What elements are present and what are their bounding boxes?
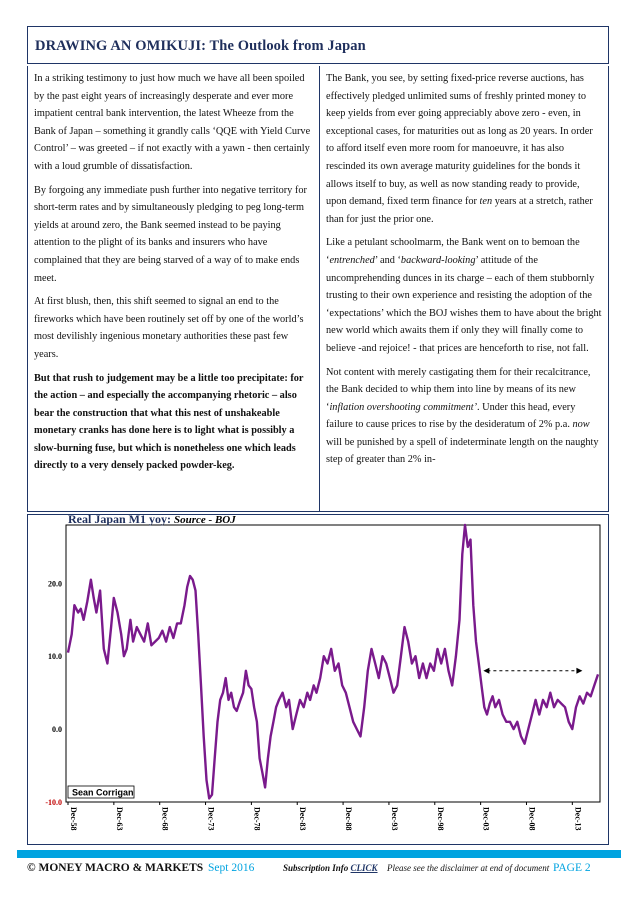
rp3-em2: now: [572, 419, 590, 431]
left-column: [27, 66, 319, 512]
rp1-emphasis: ten: [479, 196, 493, 208]
footer-copyright: © MONEY MACRO & MARKETS: [27, 862, 204, 874]
rp2-a: Like a petulant schoolmarm, the Bank went on to bemoan the ‘: [326, 237, 580, 266]
rp1-text: The Bank, you see, by setting fixed-price reverse auctions, has effectively pledged unlimited sums of freshly printed money to keep yields from ever going appreciably above zero - even, in exceptional cases, for maturities out as long as 20 years. In order to afford itself even more room for manoeuvre, it has also rescinded its own average maturity guidelines for the bonds it allows itself to buy, as well as now standing ready to provide, upon demand, fixed term finance for: [326, 73, 593, 208]
rp3-b: . Under this head, every failure to cause prices to rise by the desideratum of 2% p.a.: [326, 401, 576, 431]
title-box: [27, 26, 609, 64]
subscription-link[interactable]: CLICK: [350, 863, 378, 873]
chart-subtitle: Source - BOJ: [174, 515, 236, 526]
rp2-c: ’ attitude of the uncomprehending dunces in its charge – each of them stubbornly trusting to their own experience and resisting the adoption of the ‘expectations’ which the BOJ wishes them to have about the bright new world which awaits them if only they will finally come to believe -and rejoice! - that prices are henceforth to rise, not fall.: [326, 254, 602, 354]
x-tick-label: Dec-83: [298, 807, 308, 831]
footer-date: Sept 2016: [208, 862, 255, 874]
page-title: DRAWING AN OMIKUJI: The Outlook from Japan: [35, 38, 366, 54]
rp3-c: will be punished by a spell of indeterminate length on the naughty step of greater than 2% in-: [326, 436, 599, 466]
rp3-em1: inflation overshooting commitment’: [329, 401, 478, 413]
x-tick-label: Dec-78: [252, 807, 262, 831]
text-columns: [27, 66, 609, 512]
y-tick-label: 10.0: [48, 652, 62, 662]
y-tick-label: -10.0: [45, 798, 62, 807]
page-number: PAGE 2: [553, 862, 591, 874]
rp3-a: Not content with merely castigating them for their recalcitrance, the Bank decided to whip them into line by means of its new ‘: [326, 366, 591, 413]
left-paragraph-1: In a striking testimony to just how much we have all been spoiled by the past eight years of increasingly desperate and ever more impatient central bank intervention, the latest Wheeze from the Bank of Japan – something it grandly calls ‘QQE with Yield Curve Control’ – was greeted – if not exactly with a yawn - then certainly with a loud grumble of dissatisfaction.: [34, 73, 311, 172]
y-tick-label: 0.0: [52, 725, 62, 735]
x-tick-label: Dec-68: [160, 807, 170, 831]
m1-chart: [28, 515, 608, 844]
chart-box: [27, 514, 609, 845]
footer-bar: [17, 850, 621, 858]
chart-title-text: Real Japan M1 yoy:: [68, 515, 171, 526]
rp2-b: ’ and ‘: [374, 254, 401, 266]
x-tick-label: Dec-93: [389, 807, 399, 831]
x-tick-label: Dec-58: [69, 807, 78, 831]
x-tick-label: Dec-88: [344, 807, 354, 831]
footer-subscription: [283, 863, 378, 873]
x-tick-label: Dec-08: [527, 807, 537, 831]
footer-disclaimer: Please see the disclaimer at end of document: [387, 863, 550, 873]
chart-credit: Sean Corrigan: [72, 787, 134, 798]
x-tick-label: Dec-73: [206, 807, 216, 831]
y-axis-ticks: [45, 579, 62, 807]
rp2-em2: backward-looking: [400, 254, 476, 266]
y-tick-label: 20.0: [48, 579, 62, 589]
rp1-end: years at a stretch, rather than for just the prior one.: [326, 196, 593, 225]
chart-title: [68, 515, 236, 526]
x-tick-label: Dec-98: [435, 807, 445, 831]
x-tick-label: Dec-63: [114, 807, 124, 831]
right-paragraph-3: [326, 364, 602, 470]
footer: [27, 862, 617, 880]
subscription-label: Subscription Info: [283, 863, 349, 873]
right-paragraph-2: [326, 234, 602, 357]
left-paragraph-4: But that rush to judgement may be a little too precipitate: for the action – and especially the accompanying rhetoric – also bear the construction that what this nest of unshakeable monetary cranks has done here is to light what is possibly a slow-burning fuse, but which is nonetheless one which leads directly to a very densely packed powder-keg.: [34, 372, 304, 472]
right-paragraph-1: [326, 70, 602, 228]
x-axis-ticks: [68, 802, 582, 831]
right-column: [319, 66, 609, 512]
left-paragraph-2: By forgoing any immediate push further into negative territory for short-term rates and by simultaneously pledging to peg long-term yields at around zero, the Bank seemed instead to be paying attention to the plight of its banks and insurers who have complained that they are being starved of a way of to make ends meet.: [34, 184, 307, 284]
x-tick-label: Dec-13: [573, 807, 583, 831]
rp2-em1: entrenched: [329, 254, 375, 266]
left-paragraph-3: At first blush, then, this shift seemed to signal an end to the fireworks which have been routinely set off by one of the world’s most devilishly ingenious monetary authorities these past few years.: [34, 296, 304, 360]
x-tick-label: Dec-03: [481, 807, 491, 831]
